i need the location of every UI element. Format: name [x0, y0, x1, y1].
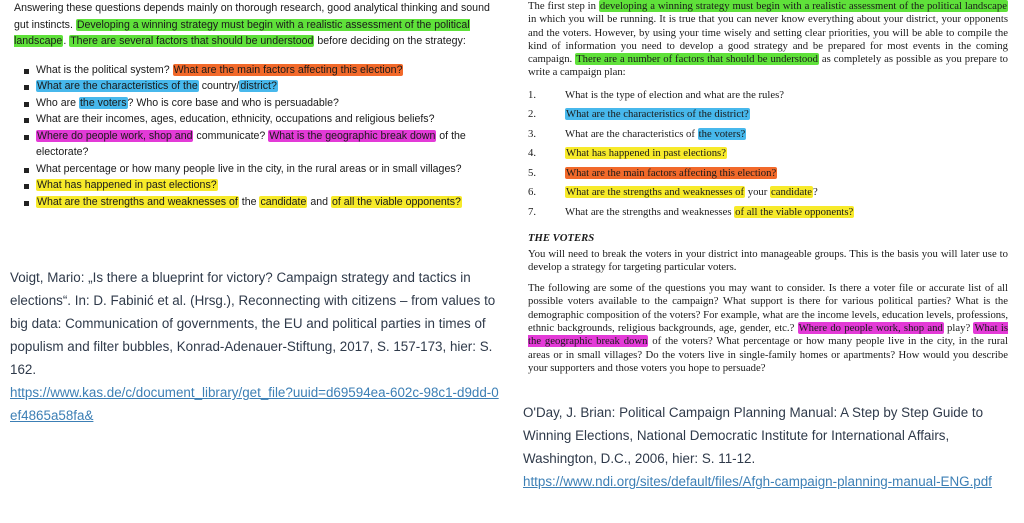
item-text: your — [745, 186, 770, 199]
list-item — [14, 128, 506, 161]
item-text: What are the strengths and weaknesses — [565, 205, 735, 218]
highlight-yellow: candidate — [260, 195, 307, 208]
item-text: ? — [812, 186, 818, 199]
left-intro-paragraph — [14, 0, 506, 50]
list-item — [14, 161, 506, 178]
highlight-orange: What are the main factors affecting this election? — [566, 166, 777, 179]
citation-text: O'Day, J. Brian: Political Campaign Planning Manual: A Step by Step Guide to Winning Elections, National Democratic Institute for International Affairs, Washington, D.C., 2006, hier: S. 11-12. — [523, 405, 984, 466]
list-item — [528, 105, 1008, 125]
paragraph-text: The following are some of the questions you may want to consider. Is there a voter file or accurate list of all possible voters available to the campaign? What support is there for various political parties? What is the demographic composition of the voters? For example, what are the income levels, education levels, professions, ethnic backgrounds, religious backgrounds, age, gender, etc.? — [528, 282, 1008, 335]
list-item — [14, 78, 506, 95]
highlight-green: There are several factors that should be understood — [70, 35, 314, 47]
highlight-blue: What are the characteristics of the — [37, 80, 198, 92]
item-text: of the electorate? — [36, 129, 466, 158]
list-item — [528, 164, 1008, 184]
item-number: 7. — [528, 205, 537, 218]
citation-link[interactable]: https://www.kas.de/c/document_library/get_file?uuid=d69594ea-602c-98c1-d9dd-0ef4865a58fa& — [10, 385, 499, 423]
highlight-yellow: of all the viable opponents? — [735, 205, 854, 218]
voters-paragraph: You will need to break the voters in your district into manageable groups. This is the basis you will later use to develop a strategy for targeting particular voters. — [528, 247, 1008, 273]
list-item — [14, 194, 506, 211]
paragraph-text: of the voters? What percentage or how many people live in the city, in the rural areas or in small villages? Do the voters live in single-family homes or apartments? How would you describe your supporters and those voters you hope to persuade? — [528, 335, 1008, 374]
highlight-magenta: Where do people work, shop and — [798, 322, 943, 335]
highlight-blue: What are the characteristics of the district? — [566, 108, 749, 121]
item-number: 5. — [528, 166, 537, 179]
highlight-green: There are a number of factors that should be understood — [576, 53, 818, 66]
highlight-magenta: Where do people work, shop and — [37, 129, 193, 142]
highlight-blue: the voters — [79, 96, 127, 109]
intro-text: as completely as possible as you prepare to write a campaign plan: — [528, 53, 1009, 79]
item-text: What percentage or how many people live in the city, in the rural areas or in small villages? — [36, 162, 462, 175]
item-text: What are their incomes, ages, education, ethnicity, occupations and religious beliefs? — [36, 113, 435, 125]
intro-text: The first step in — [528, 0, 599, 12]
list-item — [14, 62, 506, 79]
left-question-list — [14, 62, 506, 211]
item-text: What is the political system? — [36, 63, 173, 76]
list-item — [14, 177, 506, 194]
list-item — [14, 95, 506, 112]
highlight-magenta: What is the geographic break down — [269, 129, 436, 142]
highlight-green: Developing a winning strategy must begin with a realistic assessment of the political landscape — [14, 18, 470, 47]
list-item — [14, 111, 506, 128]
highlight-blue: the voters? — [698, 127, 746, 140]
right-intro-paragraph — [528, 0, 1008, 80]
list-item — [528, 144, 1008, 164]
intro-text: in which you will be running. It is true that you can never know everything about your district, your opponents and the voters. However, by using your time wisely and setting clear priorities, you will be able to compile the kind of information you need to develop a good strategy and be prepared for most events in the coming campaign. — [528, 13, 1008, 66]
citation-link[interactable]: https://www.ndi.org/sites/default/files/Afgh-campaign-planning-manual-ENG.pdf — [523, 474, 992, 489]
left-citation — [10, 266, 502, 427]
item-number: 2. — [528, 108, 537, 121]
item-text: country/ — [198, 80, 240, 92]
right-excerpt — [528, 0, 1008, 375]
highlight-yellow: of all the viable opponents? — [331, 195, 461, 208]
highlight-yellow: What are the strengths and weaknesses of — [566, 186, 745, 199]
item-number: 6. — [528, 186, 537, 199]
item-text: What are the characteristics of — [565, 127, 698, 140]
highlight-yellow: What has happened in past elections? — [37, 179, 217, 191]
list-item — [528, 125, 1008, 145]
intro-text: Answering these questions depends mainly on thorough research, good analytical thinking and sound gut instincts. — [14, 2, 490, 31]
left-excerpt — [14, 0, 506, 210]
highlight-blue: district? — [240, 80, 277, 92]
list-item — [528, 86, 1008, 106]
highlight-yellow: What has happened in past elections? — [566, 147, 726, 160]
right-numbered-list — [528, 86, 1008, 223]
list-item — [528, 183, 1008, 203]
item-number: 3. — [528, 127, 537, 140]
item-text: What is the type of election and what are the rules? — [565, 88, 785, 101]
right-citation — [523, 401, 1017, 493]
item-text: the — [238, 195, 260, 208]
item-text: communicate? — [193, 129, 269, 142]
item-text: and — [307, 195, 331, 208]
highlight-yellow: candidate — [771, 186, 812, 199]
item-number: 4. — [528, 147, 537, 160]
intro-text: . — [63, 35, 70, 47]
citation-text: Voigt, Mario: „Is there a blueprint for victory? Campaign strategy and tactics in elections“. In: D. Fabinić et al. (Hrsg.), Reconnecting with citizens – from values to big data: Communication of governments, the EU and political parties in times of populism and filter bubbles, Konrad-Adenauer-Stiftung, 2017, S. 157-173, hier: S. 162. — [10, 270, 496, 377]
paragraph-text: play? — [943, 322, 974, 335]
voters-questions-paragraph — [528, 282, 1008, 375]
list-item — [528, 203, 1008, 223]
item-text: ? Who is core base and who is persuadable? — [127, 96, 339, 109]
intro-text: before deciding on the strategy: — [314, 35, 466, 47]
highlight-yellow: What are the strengths and weaknesses of — [37, 195, 238, 208]
highlight-magenta: What is the geographic break down — [528, 322, 1008, 348]
item-number: 1. — [528, 88, 537, 101]
item-text: Who are — [36, 96, 79, 109]
section-heading: THE VOTERS — [528, 232, 595, 245]
highlight-orange: What are the main factors affecting this election? — [173, 63, 403, 76]
highlight-green: developing a winning strategy must begin with a realistic assessment of the political landscape — [599, 0, 1007, 12]
